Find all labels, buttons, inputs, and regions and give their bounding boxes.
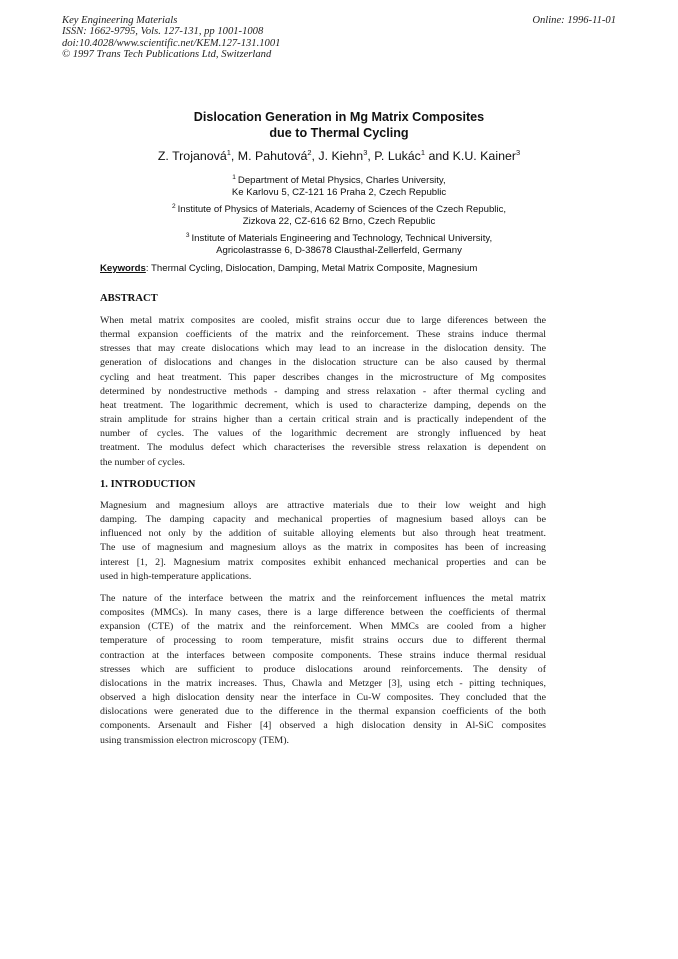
- text-line: cycling and heat treatment. This paper describes changes in the microstructure of Mg composites: [100, 371, 546, 383]
- affiliation-line: Institute of Materials Engineering and Technology, Technical University,: [191, 233, 493, 245]
- author-separator: ,: [311, 149, 319, 164]
- text-line: expansion (CTE) of the matrix and the reinforcement. When MMCs are cooled from a higher: [100, 621, 546, 633]
- text-line: dislocations in the matrix increases. Thus, Chawla and Metzger [3], using etch - pitting techniques,: [100, 677, 546, 689]
- keywords: [100, 263, 477, 274]
- text-line: When metal matrix composites are cooled, misfit strains occur due to large diferences between the: [100, 315, 546, 326]
- author-affiliation-mark: 1: [420, 148, 426, 157]
- author-name: Z. Trojanová: [157, 149, 227, 164]
- author-name: P. Lukác: [374, 149, 421, 164]
- text-line: contraction at the interfaces between composite components. These strains induce thermal residual: [100, 649, 546, 661]
- text-line: observed a high dislocation density near the interface in Cu-W composites. They concluded that the: [100, 692, 546, 704]
- text-line: heat treatment. The logarithmic decrement, which is used to characterize damping, depends on the: [100, 399, 546, 411]
- affiliation-number: 1: [232, 174, 236, 181]
- text-line: influenced not only by the addition of suitable alloying elements but also through heat treatment.: [100, 528, 546, 540]
- keywords-text: Thermal Cycling, Dislocation, Damping, Metal Matrix Composite, Magnesium: [151, 263, 478, 274]
- author-list: [0, 148, 678, 163]
- abstract-heading: ABSTRACT: [100, 293, 158, 304]
- text-line: The use of magnesium and magnesium alloys as the matrix in composites has been of increasing: [100, 542, 546, 554]
- text-line: treatment. The modulus defect which characterises the reversible stress relaxation is dependent on: [100, 442, 546, 454]
- text-line: interest [1, 2]. Magnesium matrix composites exhibit enhanced mechanical properties and can be: [100, 556, 546, 568]
- text-line: generation of dislocations and changes in the dislocation structure can be also caused by thermal: [100, 357, 546, 369]
- text-line: stresses which are sufficient to produce dislocations around reinforcements. The density of: [100, 663, 546, 675]
- affiliation-number: 2: [171, 203, 176, 210]
- author-name: J. Kiehn: [318, 149, 364, 164]
- author-affiliation-mark: 1: [226, 148, 231, 157]
- author-separator: ,: [230, 149, 238, 164]
- author-separator: ,: [367, 149, 375, 164]
- affiliation-2: [0, 201, 678, 228]
- author-affiliation-mark: 3: [363, 148, 368, 157]
- affiliation-number: 3: [185, 232, 190, 239]
- journal-copyright: © 1997 Trans Tech Publications Ltd, Switzerland: [62, 48, 272, 60]
- text-line: determined by nondestructive methods - damping and stress relaxation - after thermal cycling and: [100, 385, 546, 397]
- keywords-label: Keywords: [100, 263, 146, 274]
- affiliation-line: Zizkova 22, CZ-616 62 Brno, Czech Republic: [242, 215, 436, 227]
- journal-info: [62, 15, 280, 60]
- journal-doi[interactable]: doi:10.4028/www.scientific.net/KEM.127-131.1001: [62, 37, 281, 49]
- affiliation-3: [0, 230, 678, 257]
- text-line: Magnesium and magnesium alloys are attractive materials due to their low weight and high: [100, 500, 546, 511]
- text-line: dislocations were generated due to the difference in the thermal expansion coefficients of the both: [100, 706, 546, 718]
- journal-name: Key Engineering Materials: [62, 15, 178, 26]
- introduction-paragraph-2: [100, 592, 546, 748]
- title-line: due to Thermal Cycling: [269, 125, 409, 140]
- text-line: stresses that may create dislocations which may lead to an increase in the dislocation density. The: [100, 343, 546, 355]
- text-line: number of cycles. The values of the logarithmic decrement are strongly influenced by heat: [100, 428, 546, 440]
- affiliation-line: Department of Metal Physics, Charles University,: [237, 175, 446, 187]
- text-line: using transmission electron microscopy (TEM).: [100, 734, 289, 746]
- keywords-colon: :: [145, 263, 152, 274]
- affiliation-line: Ke Karlovu 5, CZ-121 16 Praha 2, Czech Republic: [231, 186, 447, 198]
- author-name: M. Pahutová: [237, 149, 308, 164]
- text-line: used in high-temperature applications.: [100, 570, 252, 582]
- text-line: The nature of the interface between the matrix and the reinforcement influences the metal matrix: [100, 593, 546, 604]
- title-line: Dislocation Generation in Mg Matrix Composites: [193, 110, 485, 124]
- abstract-body: [100, 314, 546, 470]
- text-line: components. Arsenault and Fisher [4] observed a high dislocation density in Al-SiC composites: [100, 720, 546, 732]
- introduction-heading: 1. INTRODUCTION: [100, 479, 196, 490]
- author-separator: and: [425, 149, 453, 164]
- author-affiliation-mark: 2: [307, 148, 312, 157]
- affiliation-line: Agricolastrasse 6, D-38678 Clausthal-Zellerfeld, Germany: [216, 244, 462, 256]
- text-line: thermal expansion coefficients of the matrix and the reinforcement. These strains induce thermal: [100, 329, 546, 341]
- affiliation-1: [0, 172, 678, 199]
- text-line: composites (MMCs). In many cases, there is a large difference between the coefficients of thermal: [100, 607, 546, 619]
- introduction-paragraph-1: [100, 499, 546, 584]
- online-date: Online: 1996-11-01: [532, 15, 616, 26]
- text-line: strain amplitude for strains higher than a certain critical strain and is practically independent of the: [100, 414, 546, 426]
- affiliation-line: Institute of Physics of Materials, Academy of Sciences of the Czech Republic,: [177, 204, 507, 216]
- text-line: temperature of processing to room temperature, misfit strains occurs due to different thermal: [100, 635, 546, 647]
- text-line: the number of cycles.: [100, 456, 186, 468]
- author-name: K.U. Kainer: [452, 149, 516, 164]
- paper-title: [0, 110, 678, 141]
- journal-issn: ISSN: 1662-9795, Vols. 127-131, pp 1001-1008: [62, 26, 264, 38]
- author-affiliation-mark: 3: [515, 148, 521, 157]
- text-line: damping. The damping capacity and mechanical properties of magnesium based alloys can be: [100, 514, 546, 526]
